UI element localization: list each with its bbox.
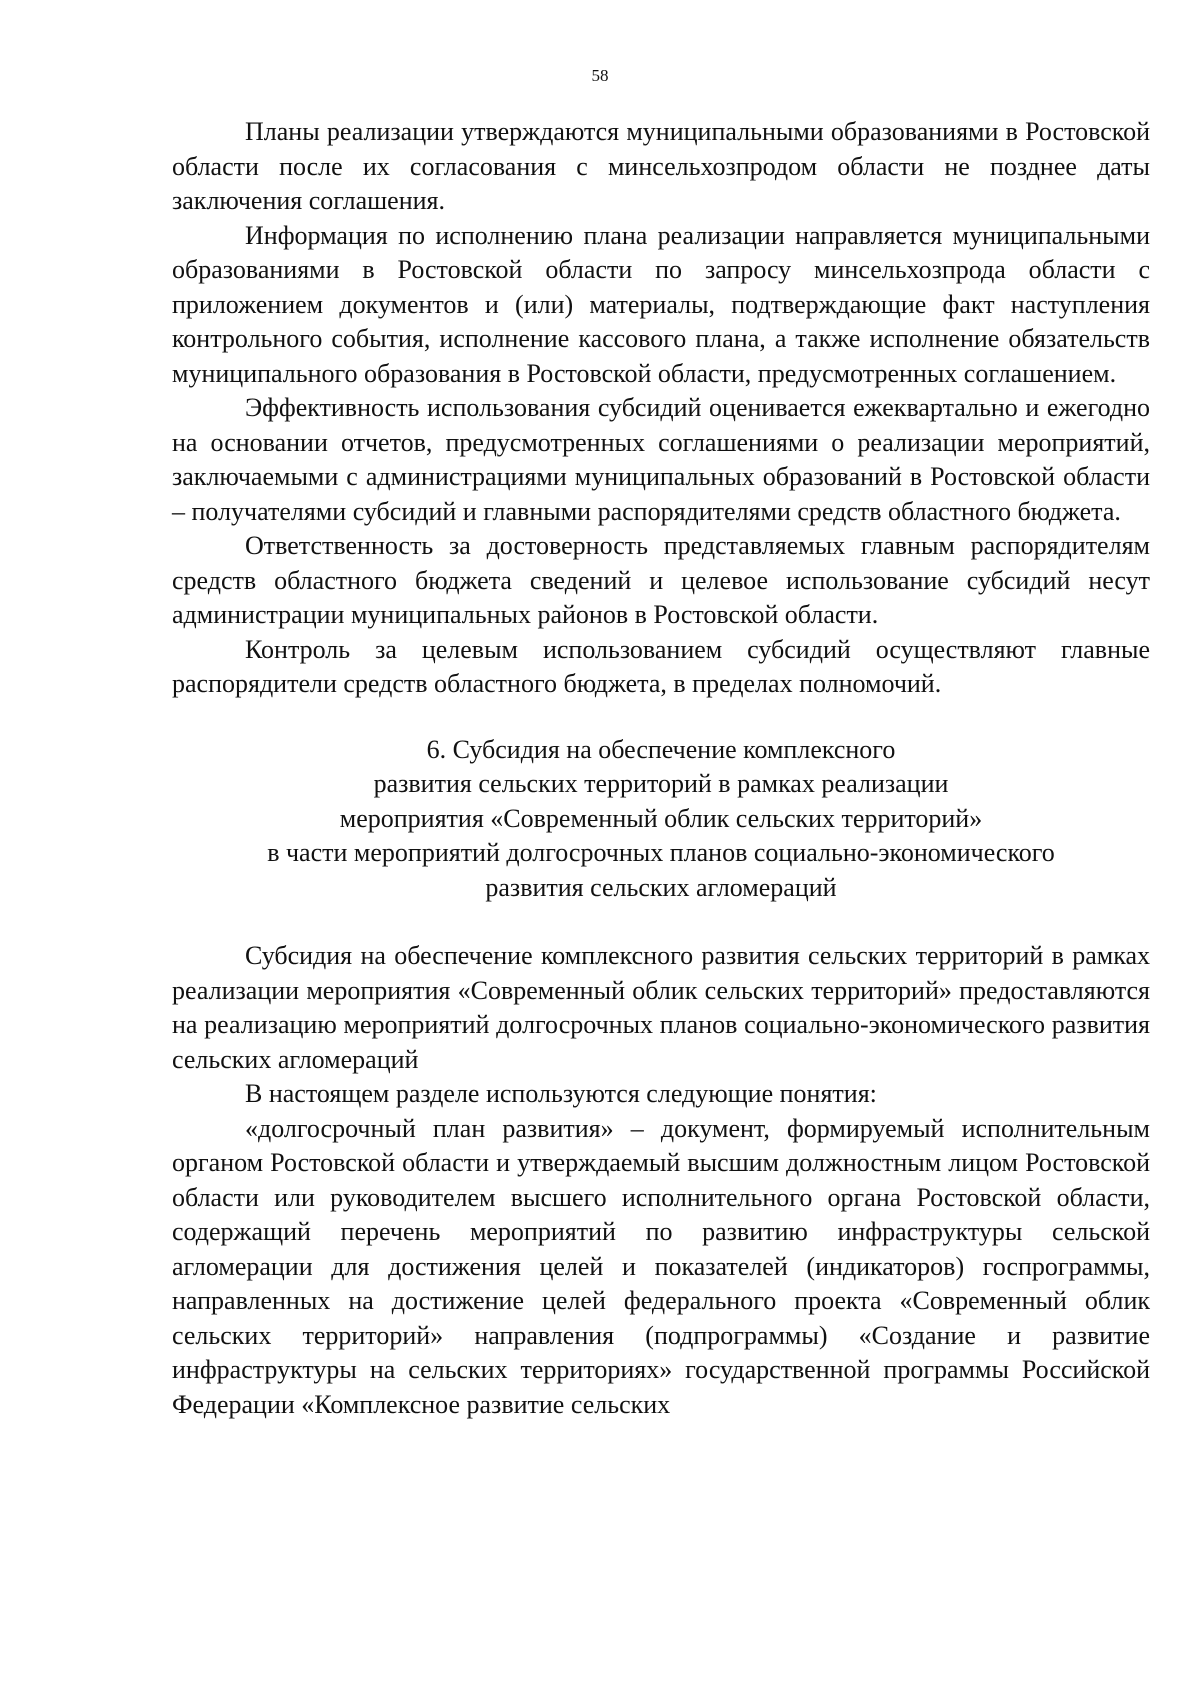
paragraph-subsidy-purpose: Субсидия на обеспечение комплексного развития сельских территорий в рамках реализации мероприятия «Современный облик сельских территорий» предоставляются на реализацию мероприятий долгосрочных планов социально-экономического развития сельских агломераций — [172, 941, 1150, 1074]
section-heading-line: мероприятия «Современный облик сельских территорий» — [339, 803, 983, 833]
paragraph-long-term-plan-definition: «долгосрочный план развития» – документ, формируемый исполнительным органом Ростовской области и утверждаемый высшим должностным лицом Ростовской области или руководителем высшего исполнительного органа Ростовской области, содержащий перечень мероприятий по развитию инфраструктуры сельской агломерации для достижения целей и показателей (индикаторов) госпрограммы, направленных на достижение целей федерального проекта «Современный облик сельских территорий» направления (подпрограммы) «Создание и развитие инфраструктуры на сельских территориях» государственной программы Российской Федерации «Комплексное развитие сельских — [172, 1113, 1150, 1419]
paragraph-definitions-intro: В настоящем разделе используются следующие понятия: — [245, 1079, 877, 1108]
paragraph-control: Контроль за целевым использованием субсидий осуществляют главные распорядители средств областного бюджета, в пределах полномочий. — [172, 634, 1150, 698]
section-heading-line: в части мероприятий долгосрочных планов социально-экономического — [267, 838, 1055, 867]
section-heading — [172, 733, 1150, 906]
paragraph-plans-approval: Планы реализации утверждаются муниципальными образованиями в Ростовской области после их согласования с минсельхозпродом области не позднее даты заключения соглашения. — [172, 117, 1150, 215]
section-heading-line: развития сельских агломераций — [485, 872, 837, 902]
page-number: 58 — [591, 66, 609, 85]
paragraph-plan-execution-info: Информация по исполнению плана реализации направляется муниципальными образованиями в Ростовской области по запросу минсельхозпрода области с приложением документов и (или) материалы, подтверждающие факт наступления контрольного события, исполнение кассового плана, а также исполнение обязательств муниципального образования в Ростовской области, предусмотренных соглашением. — [172, 220, 1150, 388]
section-heading-line: 6. Субсидия на обеспечение комплексного — [426, 734, 896, 764]
paragraph-responsibility: Ответственность за достоверность представляемых главным распорядителям средств областного бюджета сведений и целевое использование субсидий несут администрации муниципальных районов в Ростовской области. — [172, 531, 1150, 629]
document-body — [172, 115, 1150, 1422]
paragraph-subsidy-efficiency: Эффективность использования субсидий оценивается ежеквартально и ежегодно на основании отчетов, предусмотренных соглашениями о реализации мероприятий, заключаемыми с администрациями муниципальных образований в Ростовской области – получателями субсидий и главными распорядителями средств областного бюджета. — [172, 393, 1150, 526]
section-heading-line: развития сельских территорий в рамках реализации — [373, 769, 949, 798]
